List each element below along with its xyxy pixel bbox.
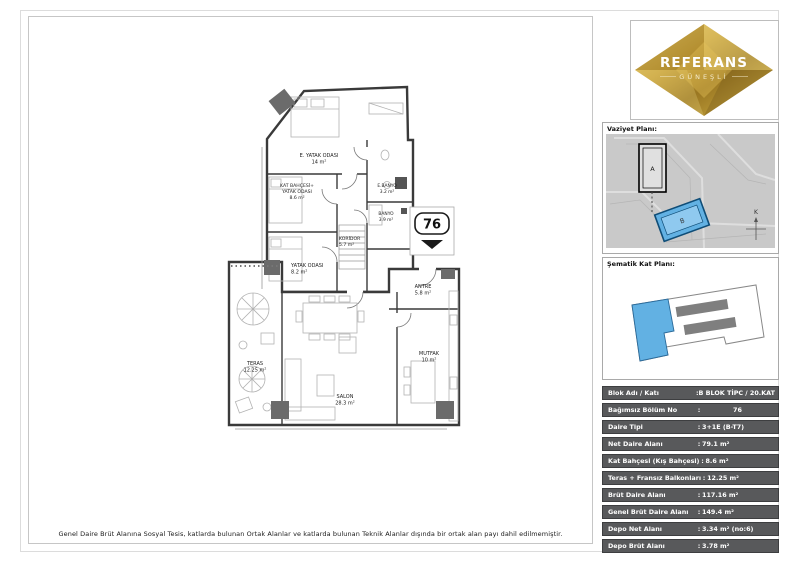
room-area-mutfak: 10 m² [421,357,437,364]
disclaimer-text: Genel Daire Brüt Alanına Sosyal Tesis, katlarda bulunan Ortak Alanlar ve katlarda bulunan Teknik Alanlar dışında bir ortak alan payı dahil edilmemiştir. [58,530,563,538]
table-row [602,539,779,553]
row-colon: : [697,406,701,414]
row-value: 117.16 m² [702,491,739,499]
schematic-plan-panel [602,257,779,380]
room-label-teras: TERAS [246,361,264,367]
site-plan-panel [602,122,779,254]
room-area-teras: 12.25 m² [243,367,267,374]
building-b-label: B [678,216,686,226]
row-value: :B BLOK TİPC / 20.KAT [696,389,775,397]
north-label: K [754,209,758,216]
unit-spec-table [602,386,779,556]
row-value: 12.25 m² [707,474,739,482]
brand-subname: GÜNEŞLİ [679,73,729,81]
room-label-mutfak: MUTFAK [418,351,440,357]
room-area-yatak: 8.2 m² [291,269,308,276]
row-colon: : [697,491,701,499]
table-row [602,386,779,400]
row-label: Teras + Fransız Balkonları [608,474,702,482]
row-label: Net Daire Alanı [608,440,663,448]
room-area-antre: 5.8 m² [414,290,432,297]
room-label-salon: SALON [336,394,354,400]
building-a-label: A [650,165,655,173]
outer-walls [229,87,459,425]
row-colon: : [702,474,706,482]
row-value: 79.1 m² [702,440,730,448]
row-value: 76 [733,406,742,414]
row-label: Daire Tipi [608,423,643,431]
row-label: Blok Adı / Katı [608,389,659,397]
row-colon: : [697,508,701,516]
table-row [602,454,779,468]
row-label: Genel Brüt Daire Alanı [608,508,689,516]
table-row [602,522,779,536]
room-label-koridor: KORİDOR [339,237,361,242]
room-area-e-yatak: 14 m² [311,159,327,166]
unit-number: 76 [422,217,442,233]
site-plan-title: Vaziyet Planı: [607,125,657,133]
table-row [602,420,779,434]
room-area-salon: 28.3 m² [335,400,355,407]
row-label: Bağımsız Bölüm No [608,406,678,414]
room-label-e-yatak: E. YATAK ODASI [299,153,339,159]
room-label-kat-bahcesi2: YATAK ODASI [282,190,312,195]
site-plan-map [606,134,775,248]
schematic-plan-drawing [606,269,778,373]
table-row [602,488,779,502]
schematic-plan-title: Şematik Kat Planı: [607,260,675,268]
table-row [602,437,779,451]
brand-name: REFERANS [660,55,748,71]
room-area-kat-bahcesi: 8.6 m² [289,196,305,201]
table-row [602,471,779,485]
room-area-koridor: 5.7 m² [339,243,355,248]
row-label: Brüt Daire Alanı [608,491,666,499]
unit-number-badge [410,207,454,255]
room-label-e-banyo: E.BANYO [377,184,397,189]
table-row [602,403,779,417]
row-value: 8.6 m² [705,457,729,465]
row-colon: : [701,457,704,465]
brand-logo [630,20,779,120]
highlighted-unit [632,299,674,361]
room-label-yatak: YATAK ODASI [291,263,324,269]
building-a [639,144,666,192]
row-value: 3+1E (B-T7) [702,423,745,431]
room-label-antre: ANTRE [414,284,432,290]
floor-plan-frame [28,16,593,544]
floor-plan-drawing [227,77,473,435]
row-value: 149.4 m² [702,508,734,516]
table-row [602,505,779,519]
row-colon: : [697,525,701,533]
row-colon: : [697,423,701,431]
room-label-banyo: BANYO [378,212,394,217]
room-area-e-banyo: 3.2 m² [379,190,395,195]
row-label: Depo Net Alanı [608,525,662,533]
row-value: 3.34 m² (no:6) [702,525,754,533]
row-value: 3.78 m² [702,542,730,550]
brand-logo-diamond [632,22,777,118]
row-colon: : [697,542,701,550]
room-label-kat-bahcesi: KAT BAHÇESİ+ [280,184,314,189]
row-colon: : [697,440,701,448]
room-area-banyo: 3.9 m² [378,218,394,223]
row-label: Depo Brüt Alanı [608,542,665,550]
row-label: Kat Bahçesi (Kış Bahçesi) [608,457,700,465]
